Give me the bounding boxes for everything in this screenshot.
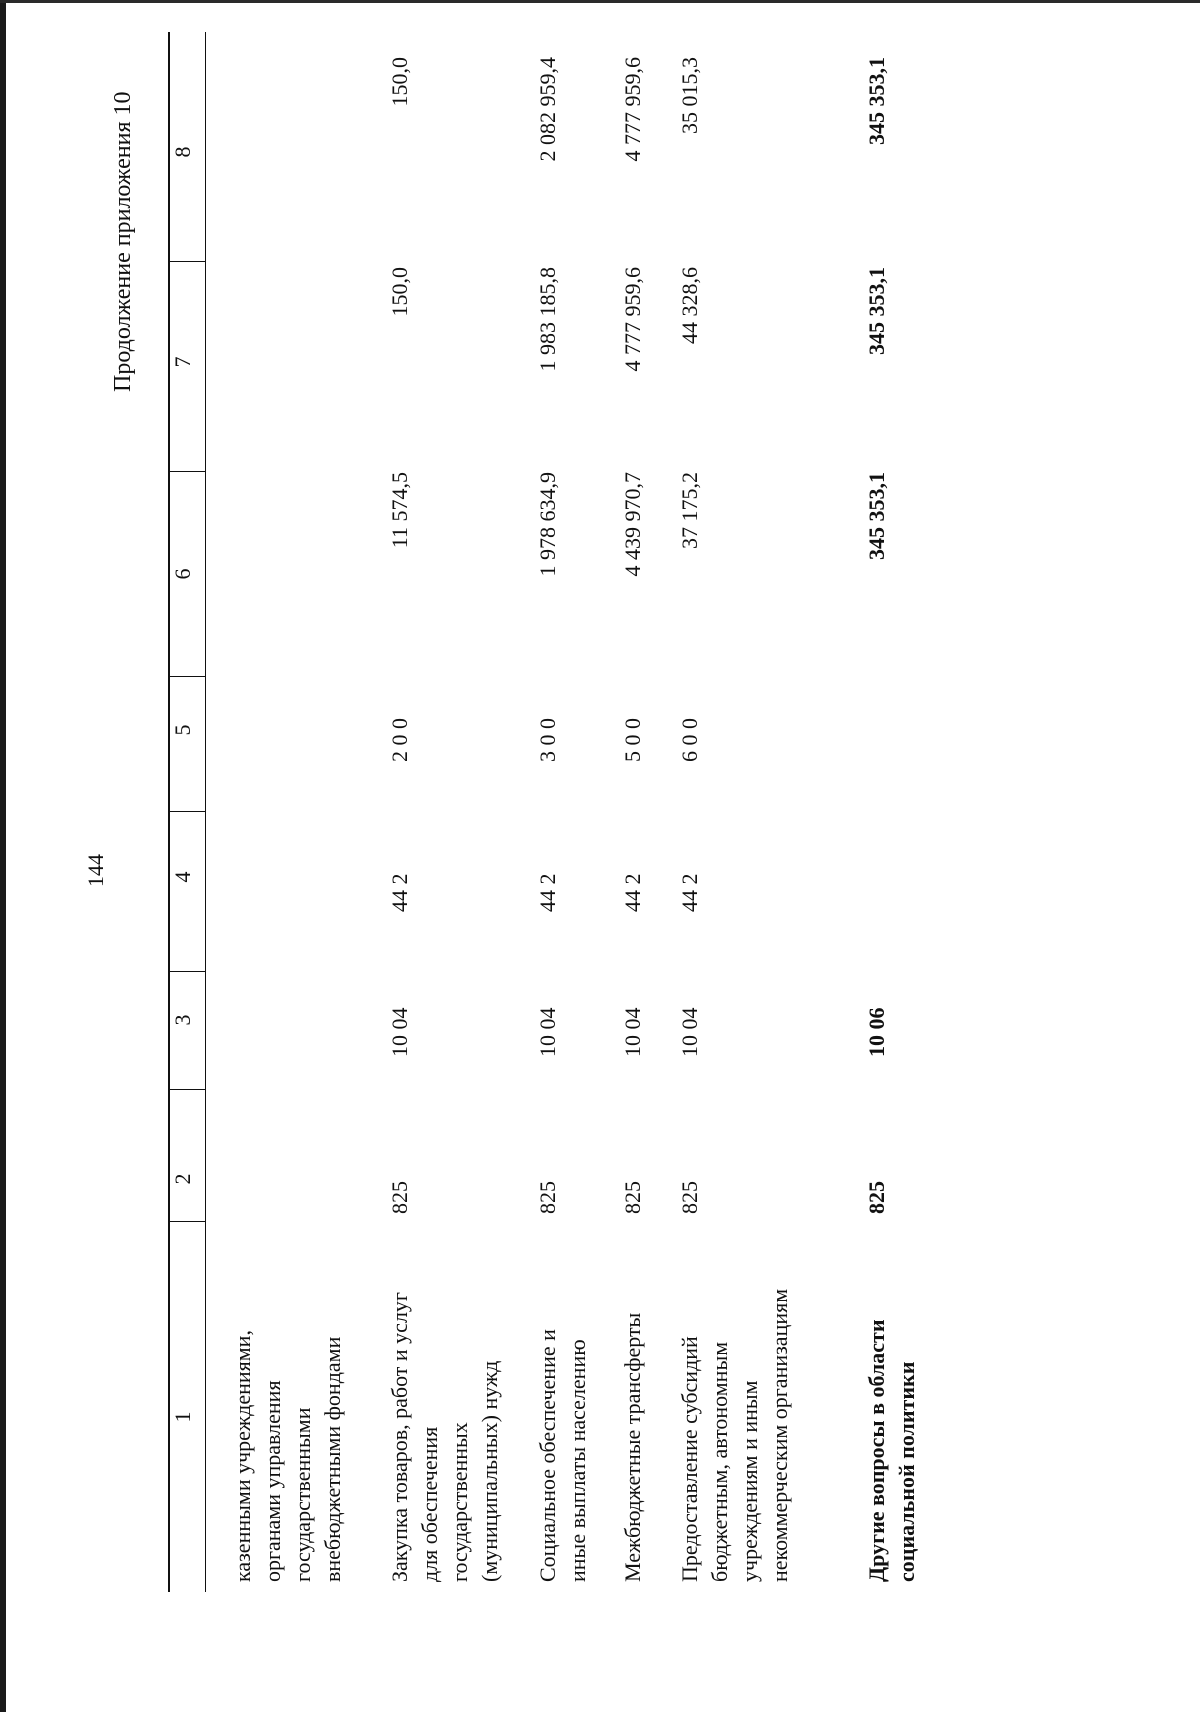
column-number-8: 8 (170, 146, 195, 158)
column-number-4: 4 (170, 871, 195, 883)
column-number-5: 5 (170, 724, 195, 736)
header-divider (168, 676, 205, 677)
row-label: Предоставление субсидий бюджетным, автономным учреждениям и иным некоммерческим организациям (677, 1288, 792, 1582)
column-number-1: 1 (170, 1411, 195, 1423)
cell-amount-8: 345 353,1 (864, 57, 889, 145)
cell-amount-7: 44 328,6 (677, 267, 702, 344)
row-label: казенными учреждениями, органами управления государственными внебюджетными фондами (230, 1330, 345, 1582)
row-label: Межбюджетные трансферты (620, 1312, 645, 1582)
cell-section: 10 06 (864, 1007, 889, 1057)
column-number-6: 6 (170, 568, 195, 580)
cell-section: 10 04 (387, 1007, 412, 1057)
column-number-2: 2 (170, 1173, 195, 1185)
cell-target: 44 2 (535, 873, 560, 912)
cell-target: 44 2 (387, 873, 412, 912)
cell-target: 44 2 (677, 873, 702, 912)
cell-ministry: 825 (864, 1181, 889, 1214)
page-number: 144 (83, 854, 108, 887)
row-label: Другие вопросы в области социальной политики (864, 1319, 919, 1582)
table-top-rule (168, 32, 170, 1592)
cell-ministry: 825 (620, 1181, 645, 1214)
cell-ministry: 825 (387, 1181, 412, 1214)
cell-expense-type: 2 0 0 (387, 718, 412, 762)
cell-amount-8: 2 082 959,4 (535, 57, 560, 162)
continuation-title: Продолжение приложения 10 (110, 91, 136, 392)
cell-ministry: 825 (535, 1181, 560, 1214)
cell-amount-6: 37 175,2 (677, 472, 702, 549)
header-divider (168, 1221, 205, 1222)
column-number-7: 7 (170, 356, 195, 368)
table-header-rule (205, 32, 206, 1592)
cell-amount-6: 1 978 634,9 (535, 472, 560, 577)
header-divider (168, 261, 205, 262)
cell-amount-8: 4 777 959,6 (620, 57, 645, 162)
column-number-3: 3 (170, 1014, 195, 1026)
cell-section: 10 04 (535, 1007, 560, 1057)
header-divider (168, 811, 205, 812)
cell-amount-7: 1 983 185,8 (535, 267, 560, 372)
cell-expense-type: 5 0 0 (620, 718, 645, 762)
cell-amount-8: 150,0 (387, 57, 412, 107)
cell-expense-type: 6 0 0 (677, 718, 702, 762)
cell-expense-type: 3 0 0 (535, 718, 560, 762)
row-label: Закупка товаров, работ и услуг для обеспечения государственных (муниципальных) нужд (387, 1292, 502, 1582)
cell-amount-8: 35 015,3 (677, 57, 702, 134)
cell-amount-6: 11 574,5 (387, 472, 412, 549)
cell-amount-7: 345 353,1 (864, 267, 889, 355)
cell-amount-7: 4 777 959,6 (620, 267, 645, 372)
cell-ministry: 825 (677, 1181, 702, 1214)
row-label: Социальное обеспечение и иные выплаты населению (535, 1329, 590, 1582)
cell-section: 10 04 (620, 1007, 645, 1057)
cell-amount-6: 345 353,1 (864, 472, 889, 560)
header-divider (168, 471, 205, 472)
cell-section: 10 04 (677, 1007, 702, 1057)
header-divider (168, 971, 205, 972)
cell-amount-7: 150,0 (387, 267, 412, 317)
cell-target: 44 2 (620, 873, 645, 912)
header-divider (168, 1089, 205, 1090)
cell-amount-6: 4 439 970,7 (620, 472, 645, 577)
